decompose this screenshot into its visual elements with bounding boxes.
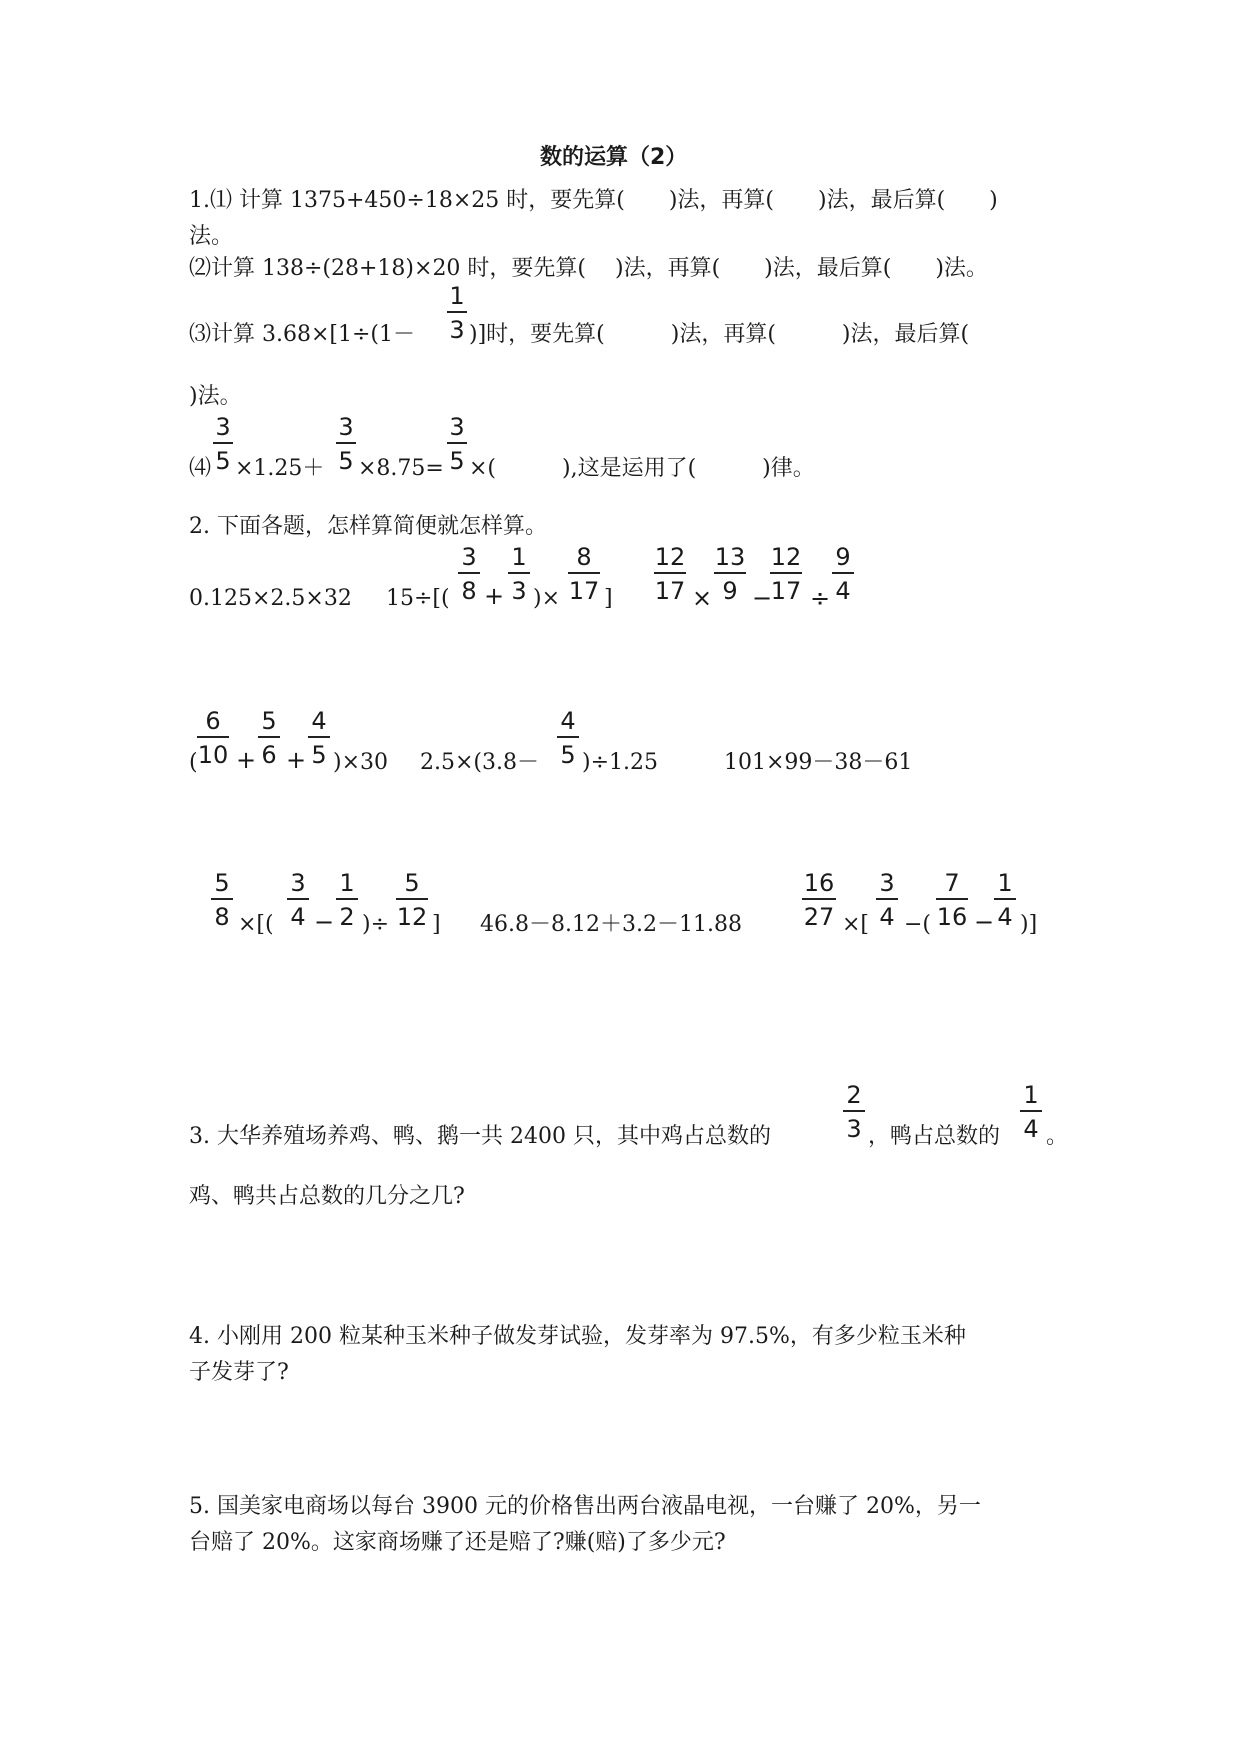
fraction-bar	[396, 898, 428, 900]
q3-text-b: ，鸭占总数的	[868, 1124, 1001, 1149]
q2-expr-2-c: ]	[604, 586, 613, 611]
denominator: 27	[803, 903, 835, 931]
denominator: 5	[338, 447, 354, 475]
q2-expr-4-b: )×30	[333, 750, 389, 775]
numerator: 1	[997, 869, 1013, 897]
numerator: 4	[560, 707, 576, 735]
fraction-bar	[1020, 1110, 1042, 1112]
q1-part2: ⑵计算 138÷(28+18)×20 时，要先算( )法，再算( )法，最后算( )法。	[189, 256, 988, 281]
q5-line-1: 5. 国美家电商场以每台 3900 元的价格售出两台液晶电视，一台赚了 20%，另一	[189, 1494, 981, 1519]
numerator: 9	[835, 543, 851, 571]
denominator: 6	[261, 741, 277, 769]
fraction-bar	[447, 311, 467, 313]
numerator: 5	[404, 869, 420, 897]
denominator: 5	[215, 447, 231, 475]
q1-part3-fraction	[447, 283, 467, 343]
denominator: 4	[997, 903, 1013, 931]
numerator: 8	[576, 543, 592, 571]
fraction-bar	[336, 898, 358, 900]
q2-expr-2-op1: +	[484, 582, 505, 610]
numerator: 3	[461, 543, 477, 571]
numerator: 6	[205, 707, 221, 735]
q2-expr-7-fraction-3	[336, 870, 358, 930]
q3-line-2: 鸡、鸭共占总数的几分之几?	[189, 1184, 465, 1209]
denominator: 10	[197, 741, 229, 769]
q2-expr-7-fraction-4	[396, 870, 428, 930]
q3-text-c: 。	[1046, 1124, 1069, 1149]
fraction-bar	[994, 898, 1016, 900]
q2-expr-5-fraction-1	[557, 708, 579, 768]
q2-expr-1: 0.125×2.5×32	[189, 586, 352, 611]
q2-expr-3-fraction-2	[714, 544, 746, 604]
numerator: 12	[770, 543, 802, 571]
denominator: 3	[846, 1115, 862, 1143]
denominator: 5	[560, 741, 576, 769]
q2-expr-3-fraction-4	[832, 544, 854, 604]
denominator: 8	[461, 577, 477, 605]
denominator: 3	[511, 577, 527, 605]
q2-expr-9-fraction-4	[994, 870, 1016, 930]
q2-expr-4-fraction-2	[258, 708, 280, 768]
denominator: 8	[214, 903, 230, 931]
denominator: 17	[654, 577, 686, 605]
q2-expr-6: 101×99－38－61	[724, 750, 913, 775]
fraction-bar	[458, 572, 480, 574]
numerator: 7	[944, 869, 960, 897]
q1-part1-line1: 1.⑴ 计算 1375+450÷18×25 时，要先算( )法，再算( )法，最后算( )	[189, 188, 998, 213]
denominator: 4	[879, 903, 895, 931]
fraction-bar	[287, 898, 309, 900]
fraction-bar	[843, 1110, 865, 1112]
fraction-bar	[568, 572, 600, 574]
denominator: 12	[396, 903, 428, 931]
fraction-bar	[714, 572, 746, 574]
q2-expr-4-fraction-3	[308, 708, 330, 768]
q5-line-2: 台赔了 20%。这家商场赚了还是赔了?赚(赔)了多少元?	[189, 1530, 726, 1555]
numerator: 5	[261, 707, 277, 735]
numerator: 1	[449, 282, 465, 310]
q2-expr-3-fraction-1	[654, 544, 686, 604]
q1-part4-text-d: ×( ),这是运用了( )律。	[469, 456, 815, 481]
fraction-bar	[770, 572, 802, 574]
q2-heading: 2. 下面各题，怎样算简便就怎样算。	[189, 514, 547, 539]
fraction-bar	[211, 898, 233, 900]
q2-expr-2-fraction-1	[458, 544, 480, 604]
q2-expr-9-fraction-3	[936, 870, 968, 930]
fraction-bar	[802, 898, 836, 900]
numerator: 3	[879, 869, 895, 897]
numerator: 4	[311, 707, 327, 735]
denominator: 4	[290, 903, 306, 931]
denominator: 2	[339, 903, 355, 931]
fraction-bar	[308, 736, 330, 738]
fraction-bar	[557, 736, 579, 738]
q2-expr-3-op1: ×	[692, 584, 713, 612]
q2-expr-4-op2: +	[286, 746, 307, 774]
fraction-bar	[654, 572, 686, 574]
q2-expr-2-b: )×	[533, 586, 561, 611]
q4-line-1: 4. 小刚用 200 粒某种玉米种子做发芽试验，发芽率为 97.5%，有多少粒玉米种	[189, 1324, 966, 1349]
q1-part3-text-c: )法。	[189, 384, 242, 409]
q2-expr-7-op1: −	[314, 908, 335, 936]
q3-fraction-2	[1020, 1082, 1042, 1142]
q2-expr-4-op1: +	[236, 746, 257, 774]
numerator: 3	[338, 413, 354, 441]
q1-part4-text-b: ×1.25＋	[235, 456, 325, 481]
q2-expr-9-a: ×[	[842, 912, 870, 937]
numerator: 5	[214, 869, 230, 897]
page-title: 数的运算（2）	[540, 145, 688, 170]
denominator: 3	[449, 316, 465, 344]
numerator: 12	[654, 543, 686, 571]
q1-part3-text-b: )]时，要先算( )法，再算( )法，最后算(	[469, 322, 970, 347]
q2-expr-9-b: )]	[1020, 912, 1038, 937]
q2-expr-9-fraction-2	[876, 870, 898, 930]
numerator: 3	[449, 413, 465, 441]
fraction-bar	[447, 442, 467, 444]
fraction-bar	[258, 736, 280, 738]
numerator: 3	[215, 413, 231, 441]
denominator: 5	[449, 447, 465, 475]
q2-expr-3-op3: ÷	[810, 584, 831, 612]
denominator: 5	[311, 741, 327, 769]
q2-expr-7-fraction-1	[211, 870, 233, 930]
q2-expr-5-b: )÷1.25	[582, 750, 659, 775]
q1-part1-line2: 法。	[189, 224, 234, 249]
q1-part4-fraction-1	[213, 414, 233, 474]
q2-expr-2-a: 15÷[(	[386, 586, 450, 611]
q2-expr-3-fraction-3	[770, 544, 802, 604]
q1-part4-fraction-2	[336, 414, 356, 474]
denominator: 4	[835, 577, 851, 605]
q2-expr-2-fraction-3	[568, 544, 600, 604]
fraction-bar	[213, 442, 233, 444]
q3-text-a: 3. 大华养殖场养鸡、鸭、鹅一共 2400 只，其中鸡占总数的	[189, 1124, 771, 1149]
q2-expr-4-fraction-1	[197, 708, 229, 768]
fraction-bar	[336, 442, 356, 444]
q2-expr-2-fraction-2	[508, 544, 530, 604]
q4-line-2: 子发芽了?	[189, 1360, 289, 1385]
numerator: 1	[511, 543, 527, 571]
q2-expr-9-op2: −	[974, 908, 995, 936]
q2-expr-9-fraction-1	[802, 870, 836, 930]
q2-expr-7-b: )÷	[362, 912, 390, 937]
q1-part3-text-a: ⑶计算 3.68×[1÷(1－	[189, 322, 416, 347]
q3-fraction-1	[843, 1082, 865, 1142]
q2-expr-4-a: (	[189, 750, 198, 775]
q1-part4-text-c: ×8.75=	[358, 456, 444, 481]
fraction-bar	[876, 898, 898, 900]
q2-expr-8: 46.8－8.12＋3.2－11.88	[480, 912, 742, 937]
numerator: 1	[339, 869, 355, 897]
q2-expr-7-fraction-2	[287, 870, 309, 930]
q1-part4-fraction-3	[447, 414, 467, 474]
numerator: 3	[290, 869, 306, 897]
q1-part4-label: ⑷	[189, 456, 212, 481]
q2-expr-9-op1: −(	[904, 912, 932, 937]
fraction-bar	[197, 736, 229, 738]
denominator: 17	[770, 577, 802, 605]
fraction-bar	[832, 572, 854, 574]
q2-expr-3-op2: −	[752, 584, 773, 612]
numerator: 2	[846, 1081, 862, 1109]
denominator: 4	[1023, 1115, 1039, 1143]
q2-expr-7-c: ]	[432, 912, 441, 937]
q2-expr-7-a: ×[(	[238, 912, 274, 937]
denominator: 16	[936, 903, 968, 931]
numerator: 16	[803, 869, 835, 897]
q2-expr-5-a: 2.5×(3.8－	[420, 750, 539, 775]
fraction-bar	[936, 898, 968, 900]
numerator: 1	[1023, 1081, 1039, 1109]
denominator: 17	[568, 577, 600, 605]
numerator: 13	[714, 543, 746, 571]
denominator: 9	[722, 577, 738, 605]
fraction-bar	[508, 572, 530, 574]
